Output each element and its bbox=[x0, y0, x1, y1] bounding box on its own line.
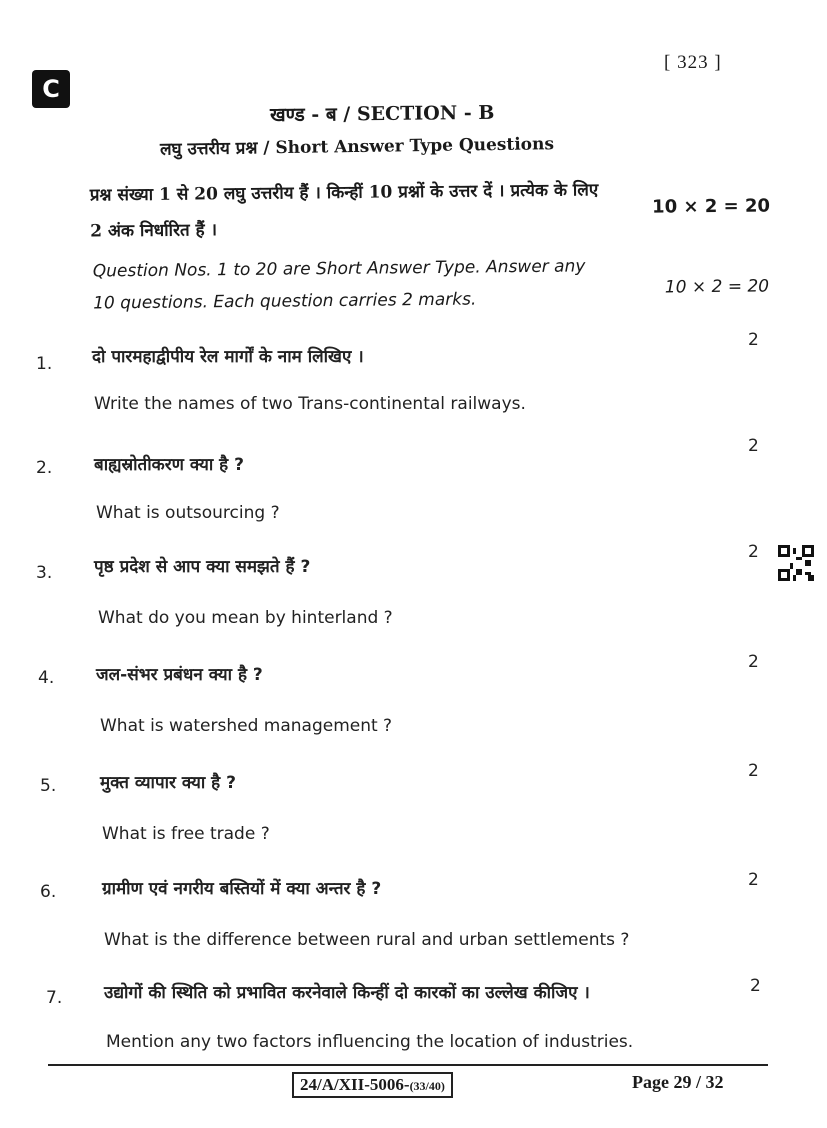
question-3-english: What do you mean by hinterland ? bbox=[98, 608, 393, 628]
instructions-english bbox=[93, 248, 770, 319]
question-3-hindi: पृष्ठ प्रदेश से आप क्या समझते हैं ? bbox=[94, 557, 311, 577]
question-6-hindi: ग्रामीण एवं नगरीय बस्तियों में क्या अन्तर है ? bbox=[102, 879, 382, 899]
instructions-english-line1: Question Nos. 1 to 20 are Short Answer Type. Answer any bbox=[92, 256, 586, 282]
set-badge: C bbox=[32, 70, 70, 108]
question-5-hindi: मुक्त व्यापार क्या है ? bbox=[100, 773, 236, 793]
footer-rule bbox=[48, 1064, 768, 1066]
question-7-marks: 2 bbox=[750, 976, 761, 996]
question-2-marks: 2 bbox=[748, 436, 759, 456]
question-5-english: What is free trade ? bbox=[102, 824, 270, 844]
qr-code-icon bbox=[778, 545, 814, 581]
question-4-marks: 2 bbox=[748, 652, 759, 672]
question-1-number: 1. bbox=[36, 354, 53, 374]
question-7-hindi: उद्योगों की स्थिति को प्रभावित करनेवाले किन्हीं दो कारकों का उल्लेख कीजिए । bbox=[104, 983, 590, 1003]
question-2-hindi: बाह्यस्रोतीकरण क्या है ? bbox=[94, 455, 244, 475]
instructions-hindi-line2: 2 अंक निर्धारित हैं । bbox=[90, 220, 218, 242]
question-4-english: What is watershed management ? bbox=[100, 716, 393, 736]
question-3-marks: 2 bbox=[748, 542, 759, 562]
question-7-number: 7. bbox=[46, 988, 63, 1008]
question-4-hindi: जल-संभर प्रबंधन क्या है ? bbox=[96, 665, 263, 685]
paper-code-text: 24/A/XII-5006- bbox=[300, 1075, 410, 1094]
instructions-hindi-line1: प्रश्न संख्या 1 से 20 लघु उत्तरीय हैं । किन्हीं 10 प्रश्नों के उत्तर दें । प्रत्येक के लिए bbox=[89, 180, 599, 206]
question-5-number: 5. bbox=[40, 776, 57, 796]
question-1-hindi: दो पारमहाद्वीपीय रेल मार्गों के नाम लिखिए । bbox=[92, 347, 364, 367]
page-number: Page 29 / 32 bbox=[632, 1072, 724, 1092]
question-6-marks: 2 bbox=[748, 870, 759, 890]
sheet-ref: (33/40) bbox=[409, 1079, 445, 1093]
question-1-marks: 2 bbox=[748, 330, 759, 350]
section-title: खण्ड - ब / SECTION - B bbox=[269, 101, 495, 127]
question-4-number: 4. bbox=[38, 668, 55, 688]
question-3-number: 3. bbox=[36, 563, 53, 583]
question-7-english: Mention any two factors influencing the location of industries. bbox=[106, 1032, 634, 1052]
question-2-english: What is outsourcing ? bbox=[96, 503, 280, 523]
paper-code bbox=[292, 1072, 453, 1098]
question-6-english: What is the difference between rural and urban settlements ? bbox=[104, 930, 630, 950]
instructions-hindi bbox=[90, 170, 771, 249]
page-code: [ 323 ] bbox=[664, 52, 722, 73]
question-1-english: Write the names of two Trans-continental railways. bbox=[94, 394, 526, 414]
marks-formula-english: 10 × 2 = 20 bbox=[664, 276, 770, 298]
instructions-english-line2: 10 questions. Each question carries 2 marks. bbox=[93, 289, 477, 314]
question-2-number: 2. bbox=[36, 458, 53, 478]
question-6-number: 6. bbox=[40, 882, 57, 902]
question-5-marks: 2 bbox=[748, 761, 759, 781]
marks-formula-hindi: 10 × 2 = 20 bbox=[652, 195, 771, 218]
section-subtitle: लघु उत्तरीय प्रश्न / Short Answer Type Questions bbox=[159, 134, 555, 160]
